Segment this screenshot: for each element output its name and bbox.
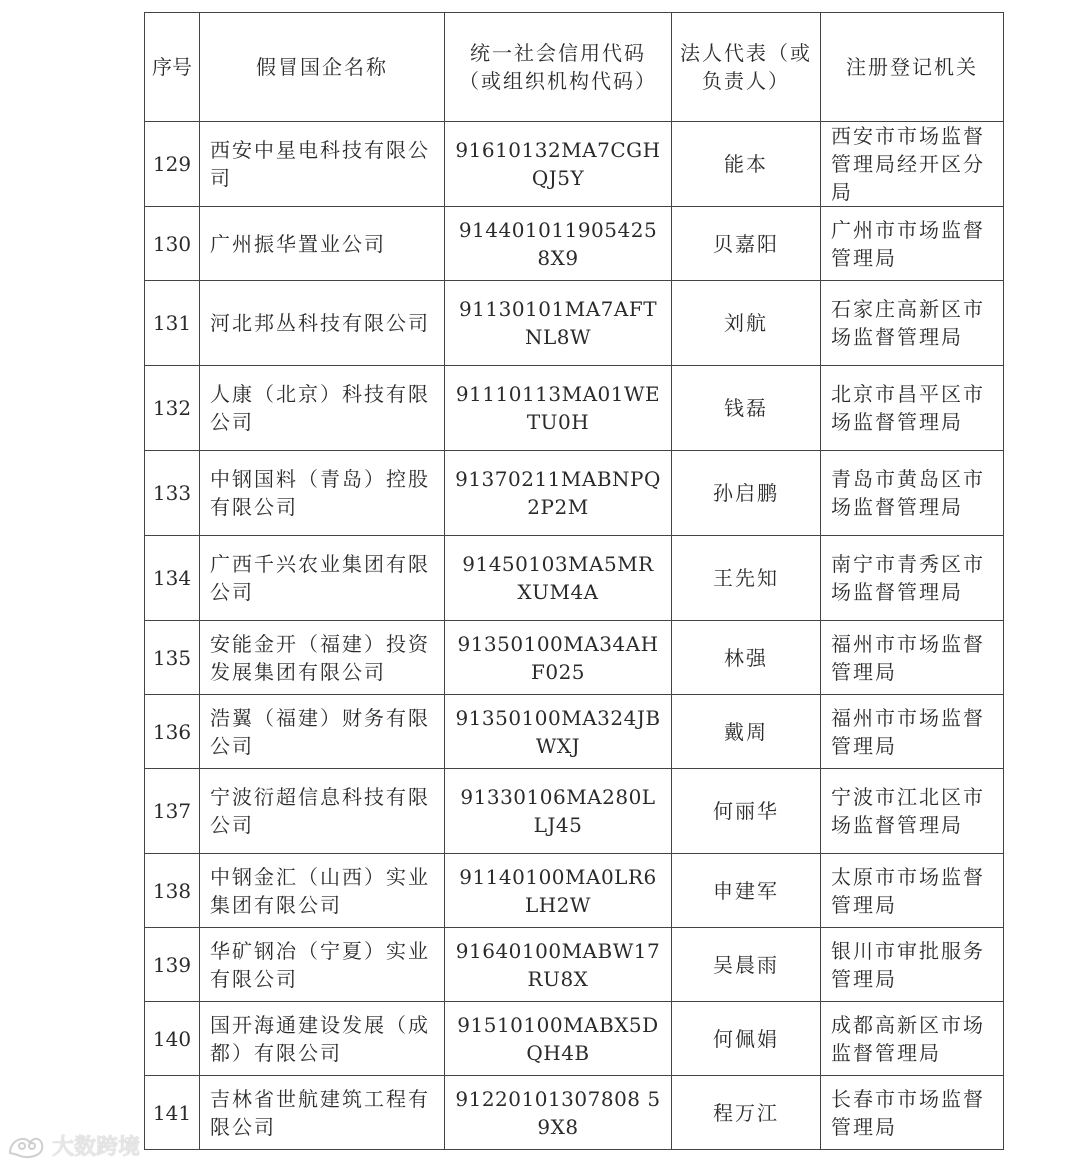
table-row xyxy=(145,1002,1004,1076)
table-row xyxy=(145,621,1004,695)
registration-authority: 福州市市场监督管理局 xyxy=(821,621,1004,695)
company-name: 人康（北京）科技有限公司 xyxy=(200,366,445,451)
table-row xyxy=(145,769,1004,854)
credit-code: 91330106MA280LLJ45 xyxy=(445,769,672,854)
table-row xyxy=(145,695,1004,769)
table-row xyxy=(145,281,1004,366)
company-name: 河北邦丛科技有限公司 xyxy=(200,281,445,366)
company-name: 西安中星电科技有限公司 xyxy=(200,122,445,207)
row-number: 133 xyxy=(145,451,200,536)
company-name: 中钢国料（青岛）控股有限公司 xyxy=(200,451,445,536)
credit-code: 91220101307808 59X8 xyxy=(445,1076,672,1150)
header-no: 序号 xyxy=(145,13,200,122)
table-row xyxy=(145,207,1004,281)
credit-code: 91350100MA324JBWXJ xyxy=(445,695,672,769)
watermark xyxy=(6,1130,140,1161)
header-code: 统一社会信用代码（或组织机构代码） xyxy=(445,13,672,122)
table-row xyxy=(145,536,1004,621)
company-name: 广州振华置业公司 xyxy=(200,207,445,281)
legal-representative: 钱磊 xyxy=(672,366,821,451)
company-name: 国开海通建设发展（成都）有限公司 xyxy=(200,1002,445,1076)
legal-representative: 贝嘉阳 xyxy=(672,207,821,281)
registration-authority: 长春市市场监督管理局 xyxy=(821,1076,1004,1150)
header-name: 假冒国企名称 xyxy=(200,13,445,122)
table-row xyxy=(145,928,1004,1002)
registration-authority: 广州市市场监督管理局 xyxy=(821,207,1004,281)
legal-representative: 孙启鹏 xyxy=(672,451,821,536)
table-header-row xyxy=(145,13,1004,122)
credit-code: 91510100MABX5DQH4B xyxy=(445,1002,672,1076)
legal-representative: 吴晨雨 xyxy=(672,928,821,1002)
header-org: 注册登记机关 xyxy=(821,13,1004,122)
row-number: 134 xyxy=(145,536,200,621)
counterfeit-soe-table xyxy=(144,12,1004,1150)
company-name: 宁波衍超信息科技有限公司 xyxy=(200,769,445,854)
legal-representative: 王先知 xyxy=(672,536,821,621)
table-row xyxy=(145,366,1004,451)
legal-representative: 戴周 xyxy=(672,695,821,769)
registration-authority: 福州市市场监督管理局 xyxy=(821,695,1004,769)
row-number: 138 xyxy=(145,854,200,928)
watermark-text: 大数跨境 xyxy=(52,1135,141,1160)
row-number: 129 xyxy=(145,122,200,207)
credit-code: 91130101MA7AFTNL8W xyxy=(445,281,672,366)
company-name: 吉林省世航建筑工程有限公司 xyxy=(200,1076,445,1150)
row-number: 135 xyxy=(145,621,200,695)
table-row xyxy=(145,1076,1004,1150)
row-number: 136 xyxy=(145,695,200,769)
credit-code: 91370211MABNPQ2P2M xyxy=(445,451,672,536)
table-row xyxy=(145,122,1004,207)
company-name: 安能金开（福建）投资发展集团有限公司 xyxy=(200,621,445,695)
row-number: 141 xyxy=(145,1076,200,1150)
brand-logo-icon xyxy=(6,1131,46,1161)
registration-authority: 北京市昌平区市场监督管理局 xyxy=(821,366,1004,451)
company-name: 华矿钢冶（宁夏）实业有限公司 xyxy=(200,928,445,1002)
row-number: 130 xyxy=(145,207,200,281)
credit-code: 91450103MA5MRXUM4A xyxy=(445,536,672,621)
row-number: 132 xyxy=(145,366,200,451)
legal-representative: 程万江 xyxy=(672,1076,821,1150)
legal-representative: 林强 xyxy=(672,621,821,695)
row-number: 137 xyxy=(145,769,200,854)
credit-code: 91350100MA34AHF025 xyxy=(445,621,672,695)
legal-representative: 能本 xyxy=(672,122,821,207)
registration-authority: 南宁市青秀区市场监督管理局 xyxy=(821,536,1004,621)
company-name: 中钢金汇（山西）实业集团有限公司 xyxy=(200,854,445,928)
credit-code: 914401011905425 8X9 xyxy=(445,207,672,281)
registration-authority: 成都高新区市场监督管理局 xyxy=(821,1002,1004,1076)
registration-authority: 石家庄高新区市场监督管理局 xyxy=(821,281,1004,366)
credit-code: 91640100MABW17RU8X xyxy=(445,928,672,1002)
registration-authority: 宁波市江北区市场监督管理局 xyxy=(821,769,1004,854)
registration-authority: 西安市市场监督管理局经开区分局 xyxy=(821,122,1004,207)
table-row xyxy=(145,451,1004,536)
company-name: 广西千兴农业集团有限公司 xyxy=(200,536,445,621)
table-row xyxy=(145,854,1004,928)
row-number: 139 xyxy=(145,928,200,1002)
company-name: 浩翼（福建）财务有限公司 xyxy=(200,695,445,769)
credit-code: 91610132MA7CGHQJ5Y xyxy=(445,122,672,207)
legal-representative: 何丽华 xyxy=(672,769,821,854)
registration-authority: 青岛市黄岛区市场监督管理局 xyxy=(821,451,1004,536)
credit-code: 91110113MA01WETU0H xyxy=(445,366,672,451)
legal-representative: 何佩娟 xyxy=(672,1002,821,1076)
credit-code: 91140100MA0LR6LH2W xyxy=(445,854,672,928)
header-rep: 法人代表（或负责人） xyxy=(672,13,821,122)
legal-representative: 申建军 xyxy=(672,854,821,928)
registration-authority: 银川市审批服务管理局 xyxy=(821,928,1004,1002)
row-number: 131 xyxy=(145,281,200,366)
row-number: 140 xyxy=(145,1002,200,1076)
registration-authority: 太原市市场监督管理局 xyxy=(821,854,1004,928)
legal-representative: 刘航 xyxy=(672,281,821,366)
